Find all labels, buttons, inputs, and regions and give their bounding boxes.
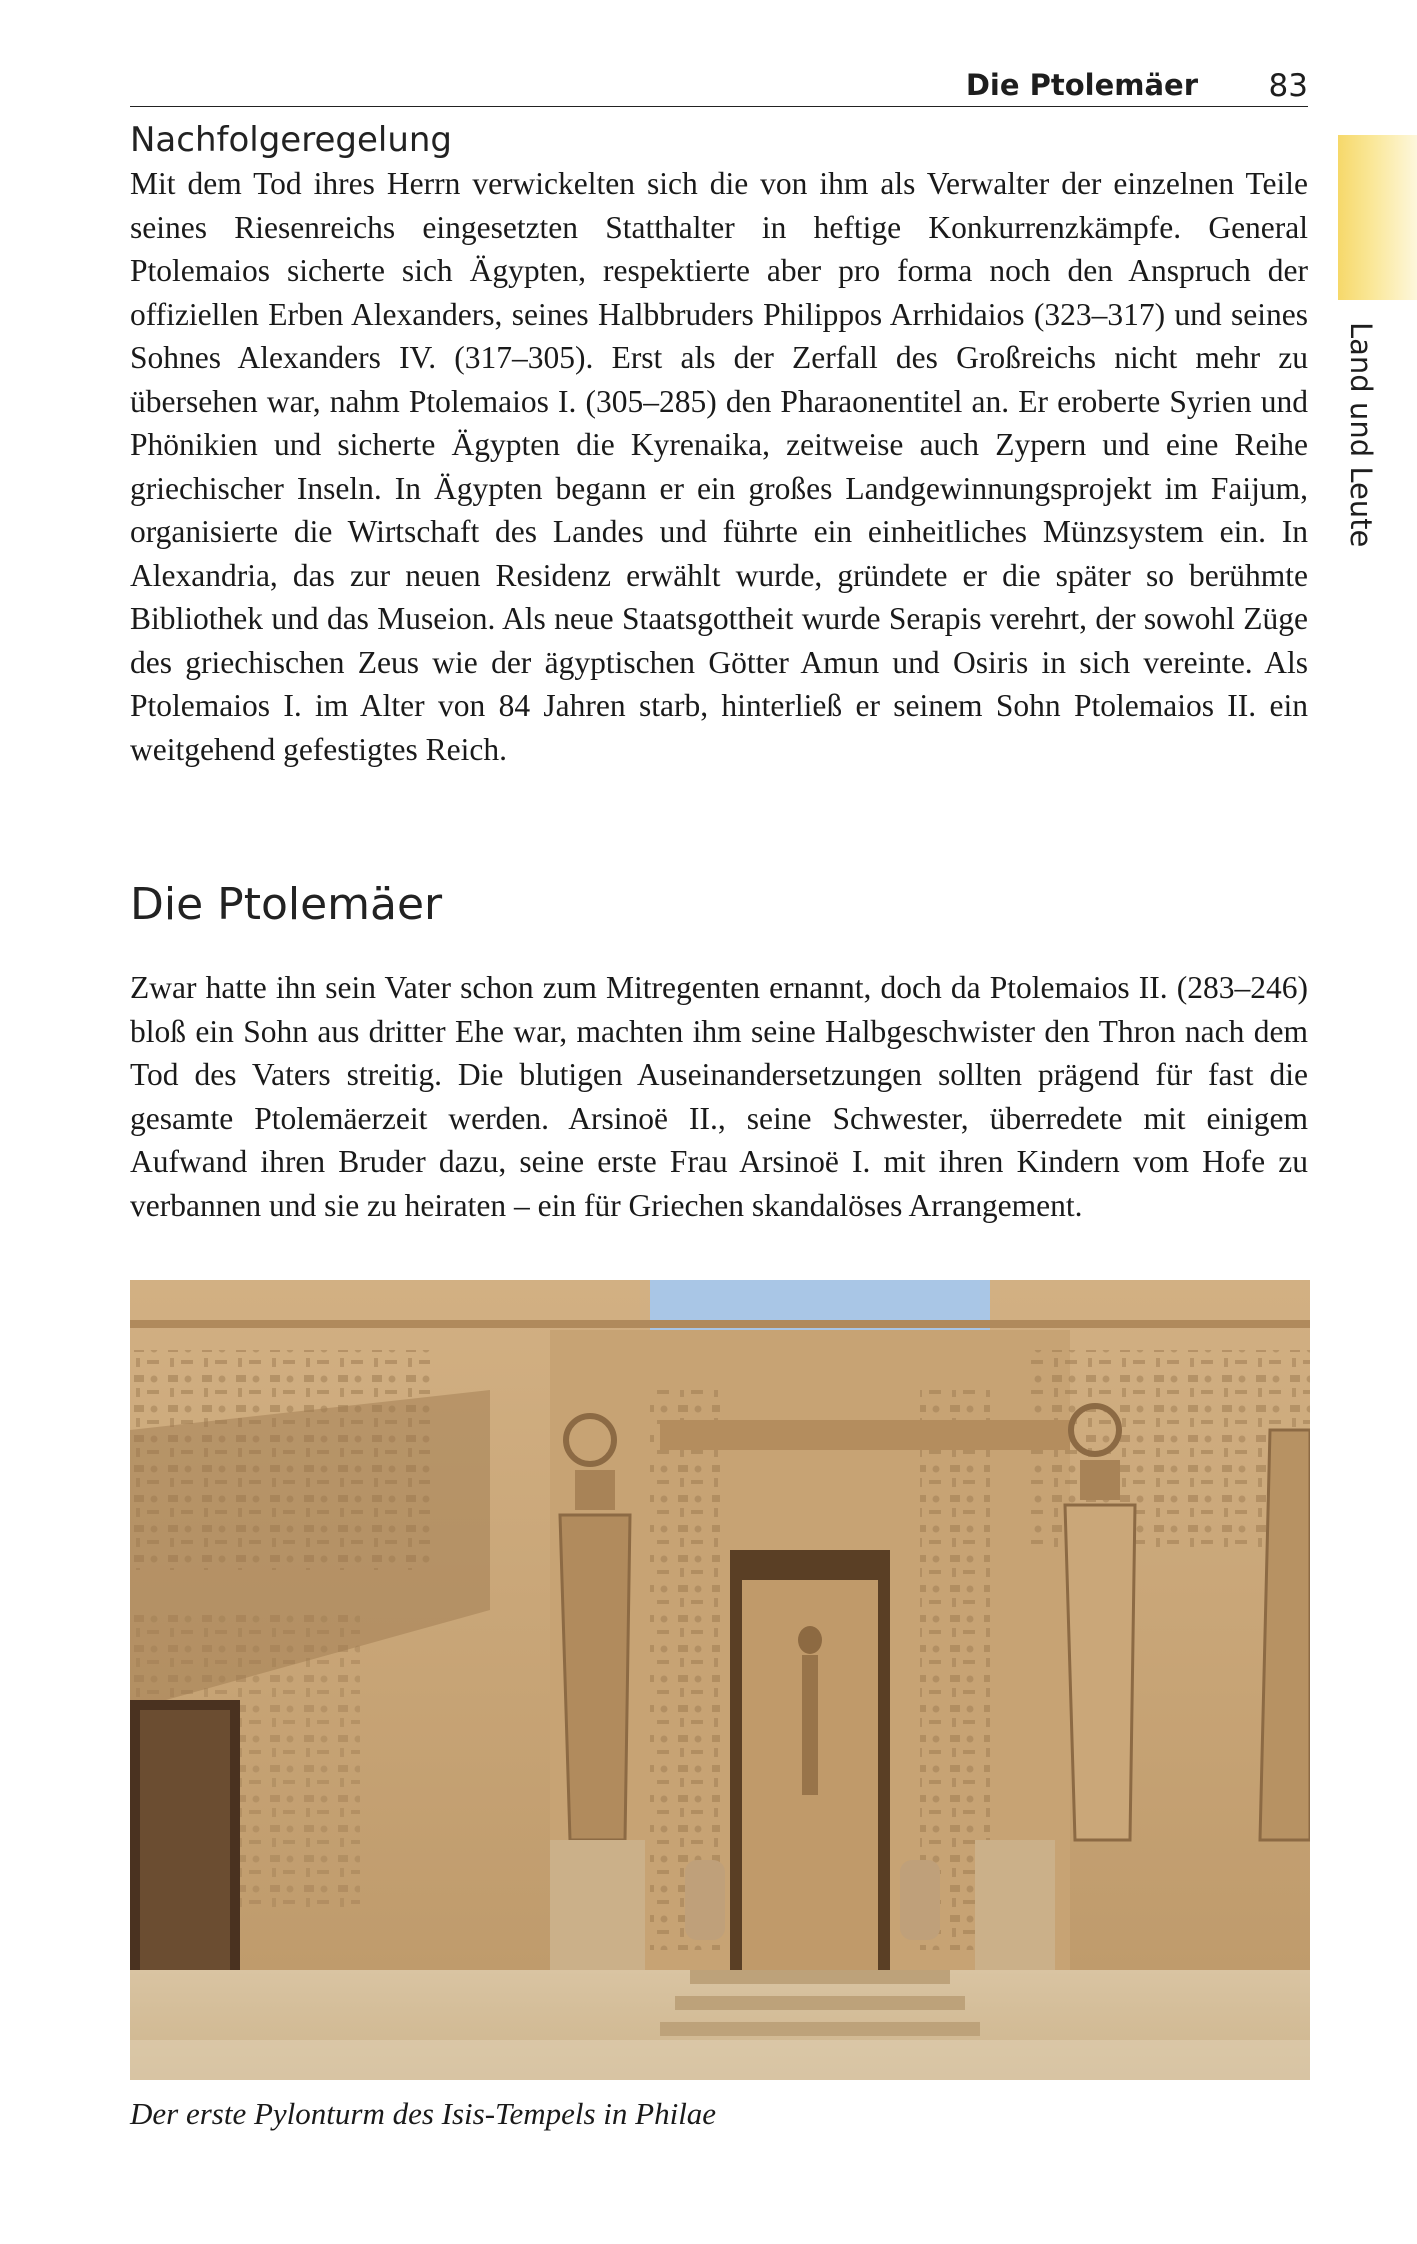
running-head <box>130 62 1308 107</box>
page-number: 83 <box>1268 68 1308 104</box>
section-die-ptolemaeer <box>130 877 1308 1227</box>
paragraph: Zwar hatte ihn sein Vater schon zum Mitregenten ernannt, doch da Ptolemaios II. (283–246) bloß ein Sohn aus dritter Ehe war, machten ihm seine Halbgeschwister den Thron nach dem Tod des Vaters streitig. Die blutigen Auseinandersetzungen sollten prägend für fast die gesamte Ptolemäerzeit werden. Arsinoë II., seine Schwester, überredete mit einigem Aufwand ihren Bruder dazu, seine erste Frau Arsinoë I. mit ihren Kindern vom Hofe zu verbannen und sie zu heiraten – ein für Griechen skandalöses Arrangement. <box>130 970 1308 1223</box>
subheading: Nachfolgeregelung <box>130 120 453 160</box>
section-nachfolgeregelung <box>130 118 1308 771</box>
figure-caption: Der erste Pylonturm des Isis-Tempels in Philae <box>130 2096 717 2131</box>
paragraph: Mit dem Tod ihres Herrn verwickelten sich die von ihm als Verwalter der einzelnen Teile seines Riesenreichs eingesetzten Statthalter in heftige Konkurrenzkämpfe. General Ptolemaios sicherte sich Ägypten, respektierte aber pro forma noch den Anspruch der offiziellen Erben Alexanders, seines Halbbruders Philippos Arrhidaios (323–317) und seines Sohnes Alexanders IV. (317–305). Erst als der Zerfall des Großreichs nicht mehr zu übersehen war, nahm Ptolemaios I. (305–285) den Pharaonentitel an. Er eroberte Syrien und Phönikien und sicherte Ägypten die Kyrenaika, zeitweise auch Zypern und eine Reihe griechischer Inseln. In Ägypten begann er ein großes Landgewinnungsprojekt im Faijum, organisierte die Wirtschaft des Landes und führte ein einheitliches Münzsystem ein. In Alexandria, das zur neuen Residenz erwählt wurde, gründete er die später so berühmte Bibliothek und das Museion. Als neue Staatsgottheit wurde Serapis verehrt, der sowohl Züge des griechischen Zeus wie der ägyptischen Götter Amun und Osiris in sich vereinte. Als Ptolemaios I. im Alter von 84 Jahren starb, hinterließ er seinem Sohn Ptolemaios II. ein weitgehend gefestigtes Reich. <box>130 166 1308 767</box>
chapter-tab <box>1338 135 1417 300</box>
temple-photo-illustration <box>130 1280 1310 2080</box>
running-title: Die Ptolemäer <box>965 68 1198 102</box>
temple-photo <box>130 1280 1310 2080</box>
section-heading: Die Ptolemäer <box>130 879 443 930</box>
chapter-label: Land und Leute <box>1344 322 1378 548</box>
